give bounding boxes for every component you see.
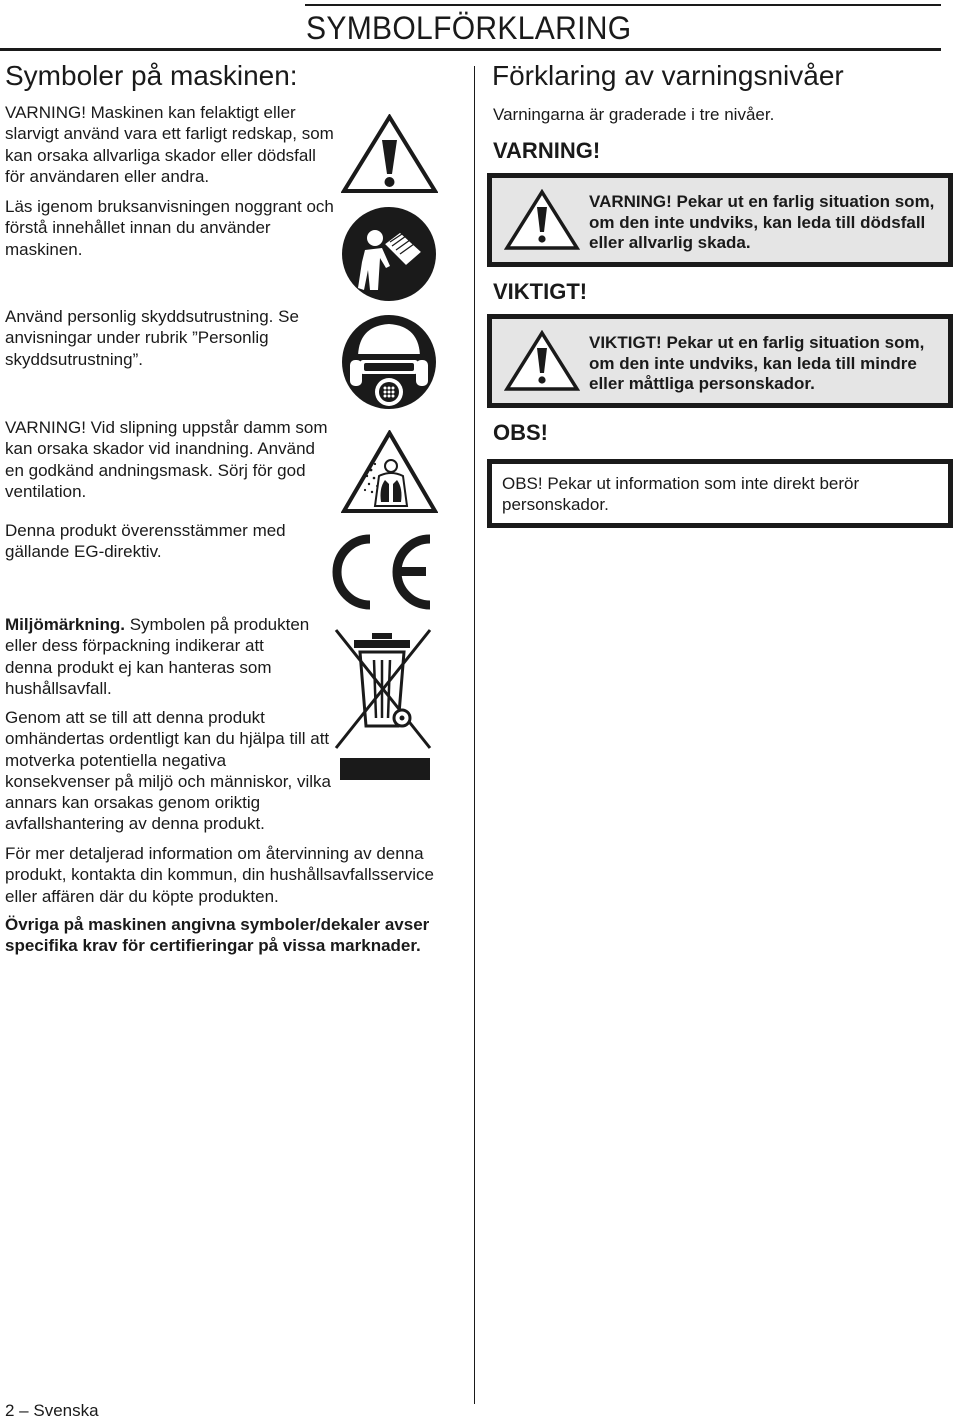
level-label-viktigt: VIKTIGT!	[493, 279, 588, 304]
level-label-varning: VARNING!	[493, 138, 601, 163]
protective-equipment-icon	[340, 312, 438, 412]
read-manual-icon	[340, 204, 438, 304]
warning-box-varning	[487, 173, 953, 267]
warning-text-varning: VARNING! Pekar ut en farlig situation som, om den inte undviks, kan leda till dödsfall eller allvarlig skada.	[589, 192, 935, 252]
warning-levels-intro: Varningarna är graderade i tre nivåer.	[493, 105, 775, 124]
symbol-text-ce: Denna produkt överensstämmer med gällande EG-direktiv.	[5, 521, 286, 562]
note-text-obs: OBS! Pekar ut information som inte direkt berör personskador.	[502, 474, 860, 514]
symbol-text-warning: VARNING! Maskinen kan felaktigt eller slarvigt använd vara ett farligt redskap, som kan orsaka allvarliga skador eller dödsfall för användaren eller andra.	[5, 103, 334, 186]
warning-box-viktigt	[487, 314, 953, 408]
warning-triangle-icon	[341, 114, 438, 194]
weee-label: Miljömärkning.	[5, 615, 125, 634]
note-box-obs	[487, 459, 953, 528]
warning-text-viktigt: VIKTIGT! Pekar ut en farlig situation som, om den inte undviks, kan leda till mindre eller måttliga personskador.	[589, 333, 925, 393]
level-label-obs: OBS!	[493, 420, 548, 445]
column-divider	[474, 66, 475, 1404]
warning-triangle-icon	[504, 189, 580, 251]
symbol-text-dust: VARNING! Vid slipning uppstår damm som kan orsaka skador vid inandning. Använd en godkänd andningsmask. Sörj för god ventilation.	[5, 418, 328, 501]
warning-triangle-icon	[504, 330, 580, 392]
right-heading: Förklaring av varningsnivåer	[492, 60, 844, 91]
weee-text-2: Genom att se till att denna produkt omhändertas ordentligt kan du hjälpa till att motverka potentiella negativa konsekvenser på miljö och människor, vilka annars kan orsakas genom oriktig avfallshantering av denna produkt.	[5, 708, 331, 834]
weee-text	[5, 614, 315, 699]
recycling-info: För mer detaljerad information om återvinning av denna produkt, kontakta din kommun, din hushållsavfallsservice eller affären där du köpte produkten.	[5, 844, 434, 906]
left-heading: Symboler på maskinen:	[5, 60, 298, 91]
symbol-text-manual: Läs igenom bruksanvisningen noggrant och förstå innehållet innan du använder maskinen.	[5, 197, 334, 259]
crossed-out-wheelie-bin-icon	[334, 626, 434, 782]
symbol-text-ppe: Använd personlig skyddsutrustning. Se anvisningar under rubrik ”Personlig skyddsutrustning”.	[5, 307, 299, 369]
header-rule	[0, 48, 941, 51]
ce-mark-icon	[318, 530, 438, 614]
page-footer: 2 – Svenska	[5, 1401, 99, 1418]
header-rule-top	[305, 4, 941, 6]
other-symbols-note: Övriga på maskinen angivna symboler/dekaler avser specifika krav för certifieringar på vissa marknader.	[5, 915, 430, 956]
weee-description: Symbolen på produkten eller dess förpackning indikerar att denna produkt ej kan hanteras som hushållsavfall.	[5, 615, 310, 698]
dust-inhalation-warning-icon	[341, 430, 438, 514]
page-title: SYMBOLFÖRKLARING	[306, 10, 632, 46]
